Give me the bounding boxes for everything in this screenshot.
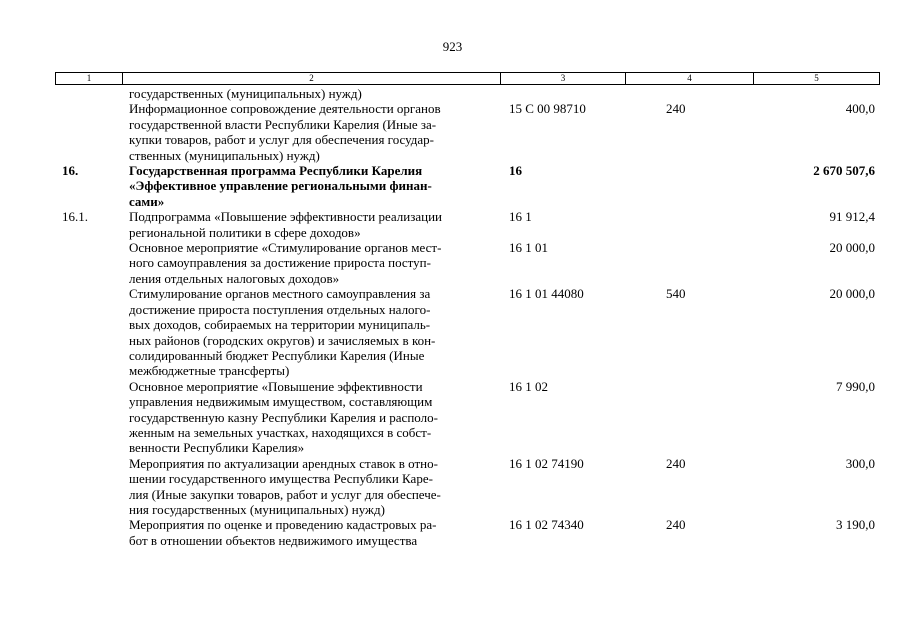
description-line: государственной власти Республики Карелия (Иные за- (129, 116, 437, 132)
row-description (129, 240, 495, 286)
column-header-5: 5 (814, 73, 819, 83)
table-row (0, 456, 905, 518)
row-number: 16. (62, 163, 79, 179)
row-code: 16 1 (509, 209, 532, 225)
table-row (0, 101, 905, 163)
description-line: венности Республики Карелия» (129, 440, 305, 456)
description-line: Стимулирование органов местного самоуправления за (129, 286, 431, 302)
description-line: «Эффективное управление региональными финан- (129, 178, 432, 194)
description-line: Основное мероприятие «Повышение эффективности (129, 378, 423, 394)
description-line: солидированный бюджет Республики Карелия (Иные (129, 347, 425, 363)
description-line: достижение прироста поступления отдельных налого- (129, 301, 431, 317)
row-description (129, 379, 495, 456)
description-line: Государственная программа Республики Карелия (129, 163, 423, 179)
column-header-2: 2 (123, 73, 501, 84)
row-code: 16 1 02 74190 (509, 455, 584, 471)
row-amount: 3 190,0 (836, 517, 875, 533)
description-line: ного самоуправления за достижение прироста поступ- (129, 255, 431, 271)
row-description (129, 209, 495, 240)
row-expense-type: 240 (666, 455, 686, 471)
column-header-1: 1 (56, 73, 123, 84)
row-description (129, 517, 495, 548)
description-line: шении государственного имущества Республики Каре- (129, 471, 433, 487)
description-line: Информационное сопровождение деятельности органов (129, 101, 441, 117)
row-expense-type: 540 (666, 286, 686, 302)
table-row (0, 86, 905, 101)
table-column-header (55, 72, 880, 85)
row-code: 16 1 02 74340 (509, 517, 584, 533)
description-line: государственных (муниципальных) нужд) (129, 86, 362, 101)
row-amount: 91 912,4 (829, 209, 875, 225)
row-code: 16 1 02 (509, 378, 548, 394)
row-code: 16 (509, 163, 522, 179)
row-description (129, 456, 495, 518)
description-line: Подпрограмма «Повышение эффективности реализации (129, 209, 442, 225)
description-line: ственных (муниципальных) нужд) (129, 147, 320, 163)
row-amount: 20 000,0 (829, 286, 875, 302)
table-row (0, 379, 905, 456)
table-row (0, 209, 905, 240)
description-line: ных районов (городских округов) и зачисляемых в кон- (129, 332, 436, 348)
row-amount: 20 000,0 (829, 240, 875, 256)
row-description (129, 86, 495, 101)
row-code: 15 С 00 98710 (509, 101, 586, 117)
description-line: межбюджетные трансферты) (129, 363, 290, 379)
description-line: ления отдельных налоговых доходов» (129, 270, 340, 286)
description-line: ния государственных (муниципальных) нужд) (129, 501, 385, 517)
table-body (0, 86, 905, 548)
table-row (0, 517, 905, 548)
description-line: вых доходов, собираемых на территории муниципаль- (129, 317, 431, 333)
description-line: Основное мероприятие «Стимулирование органов мест- (129, 240, 442, 256)
row-description (129, 163, 495, 209)
table-row (0, 240, 905, 286)
table-row (0, 163, 905, 209)
row-amount: 400,0 (845, 101, 875, 117)
row-expense-type: 240 (666, 517, 686, 533)
description-line: лия (Иные закупки товаров, работ и услуг для обеспече- (129, 486, 441, 502)
page-number: 923 (442, 39, 463, 54)
description-line: Мероприятия по актуализации арендных ставок в отно- (129, 455, 438, 471)
row-description (129, 101, 495, 163)
row-amount: 300,0 (845, 455, 875, 471)
description-line: бот в отношении объектов недвижимого имущества (129, 532, 418, 548)
description-line: региональной политики в сфере доходов» (129, 224, 361, 240)
description-line: купки товаров, работ и услуг для обеспечения государ- (129, 132, 435, 148)
column-header-3: 3 (501, 73, 626, 84)
description-line: Мероприятия по оценке и проведению кадастровых ра- (129, 517, 437, 533)
description-line: управления недвижимым имуществом, составляющим (129, 394, 433, 410)
column-header-4: 4 (626, 73, 754, 84)
row-expense-type: 240 (666, 101, 686, 117)
description-line: сами» (129, 193, 165, 209)
description-line: государственную казну Республики Карелия и располо- (129, 409, 438, 425)
row-description (129, 286, 495, 378)
row-amount: 7 990,0 (836, 378, 875, 394)
row-amount: 2 670 507,6 (813, 163, 875, 179)
row-number: 16.1. (62, 209, 88, 225)
description-line: женным на земельных участках, находящихся в собст- (129, 424, 432, 440)
table-row (0, 286, 905, 378)
row-code: 16 1 01 (509, 240, 548, 256)
row-code: 16 1 01 44080 (509, 286, 584, 302)
